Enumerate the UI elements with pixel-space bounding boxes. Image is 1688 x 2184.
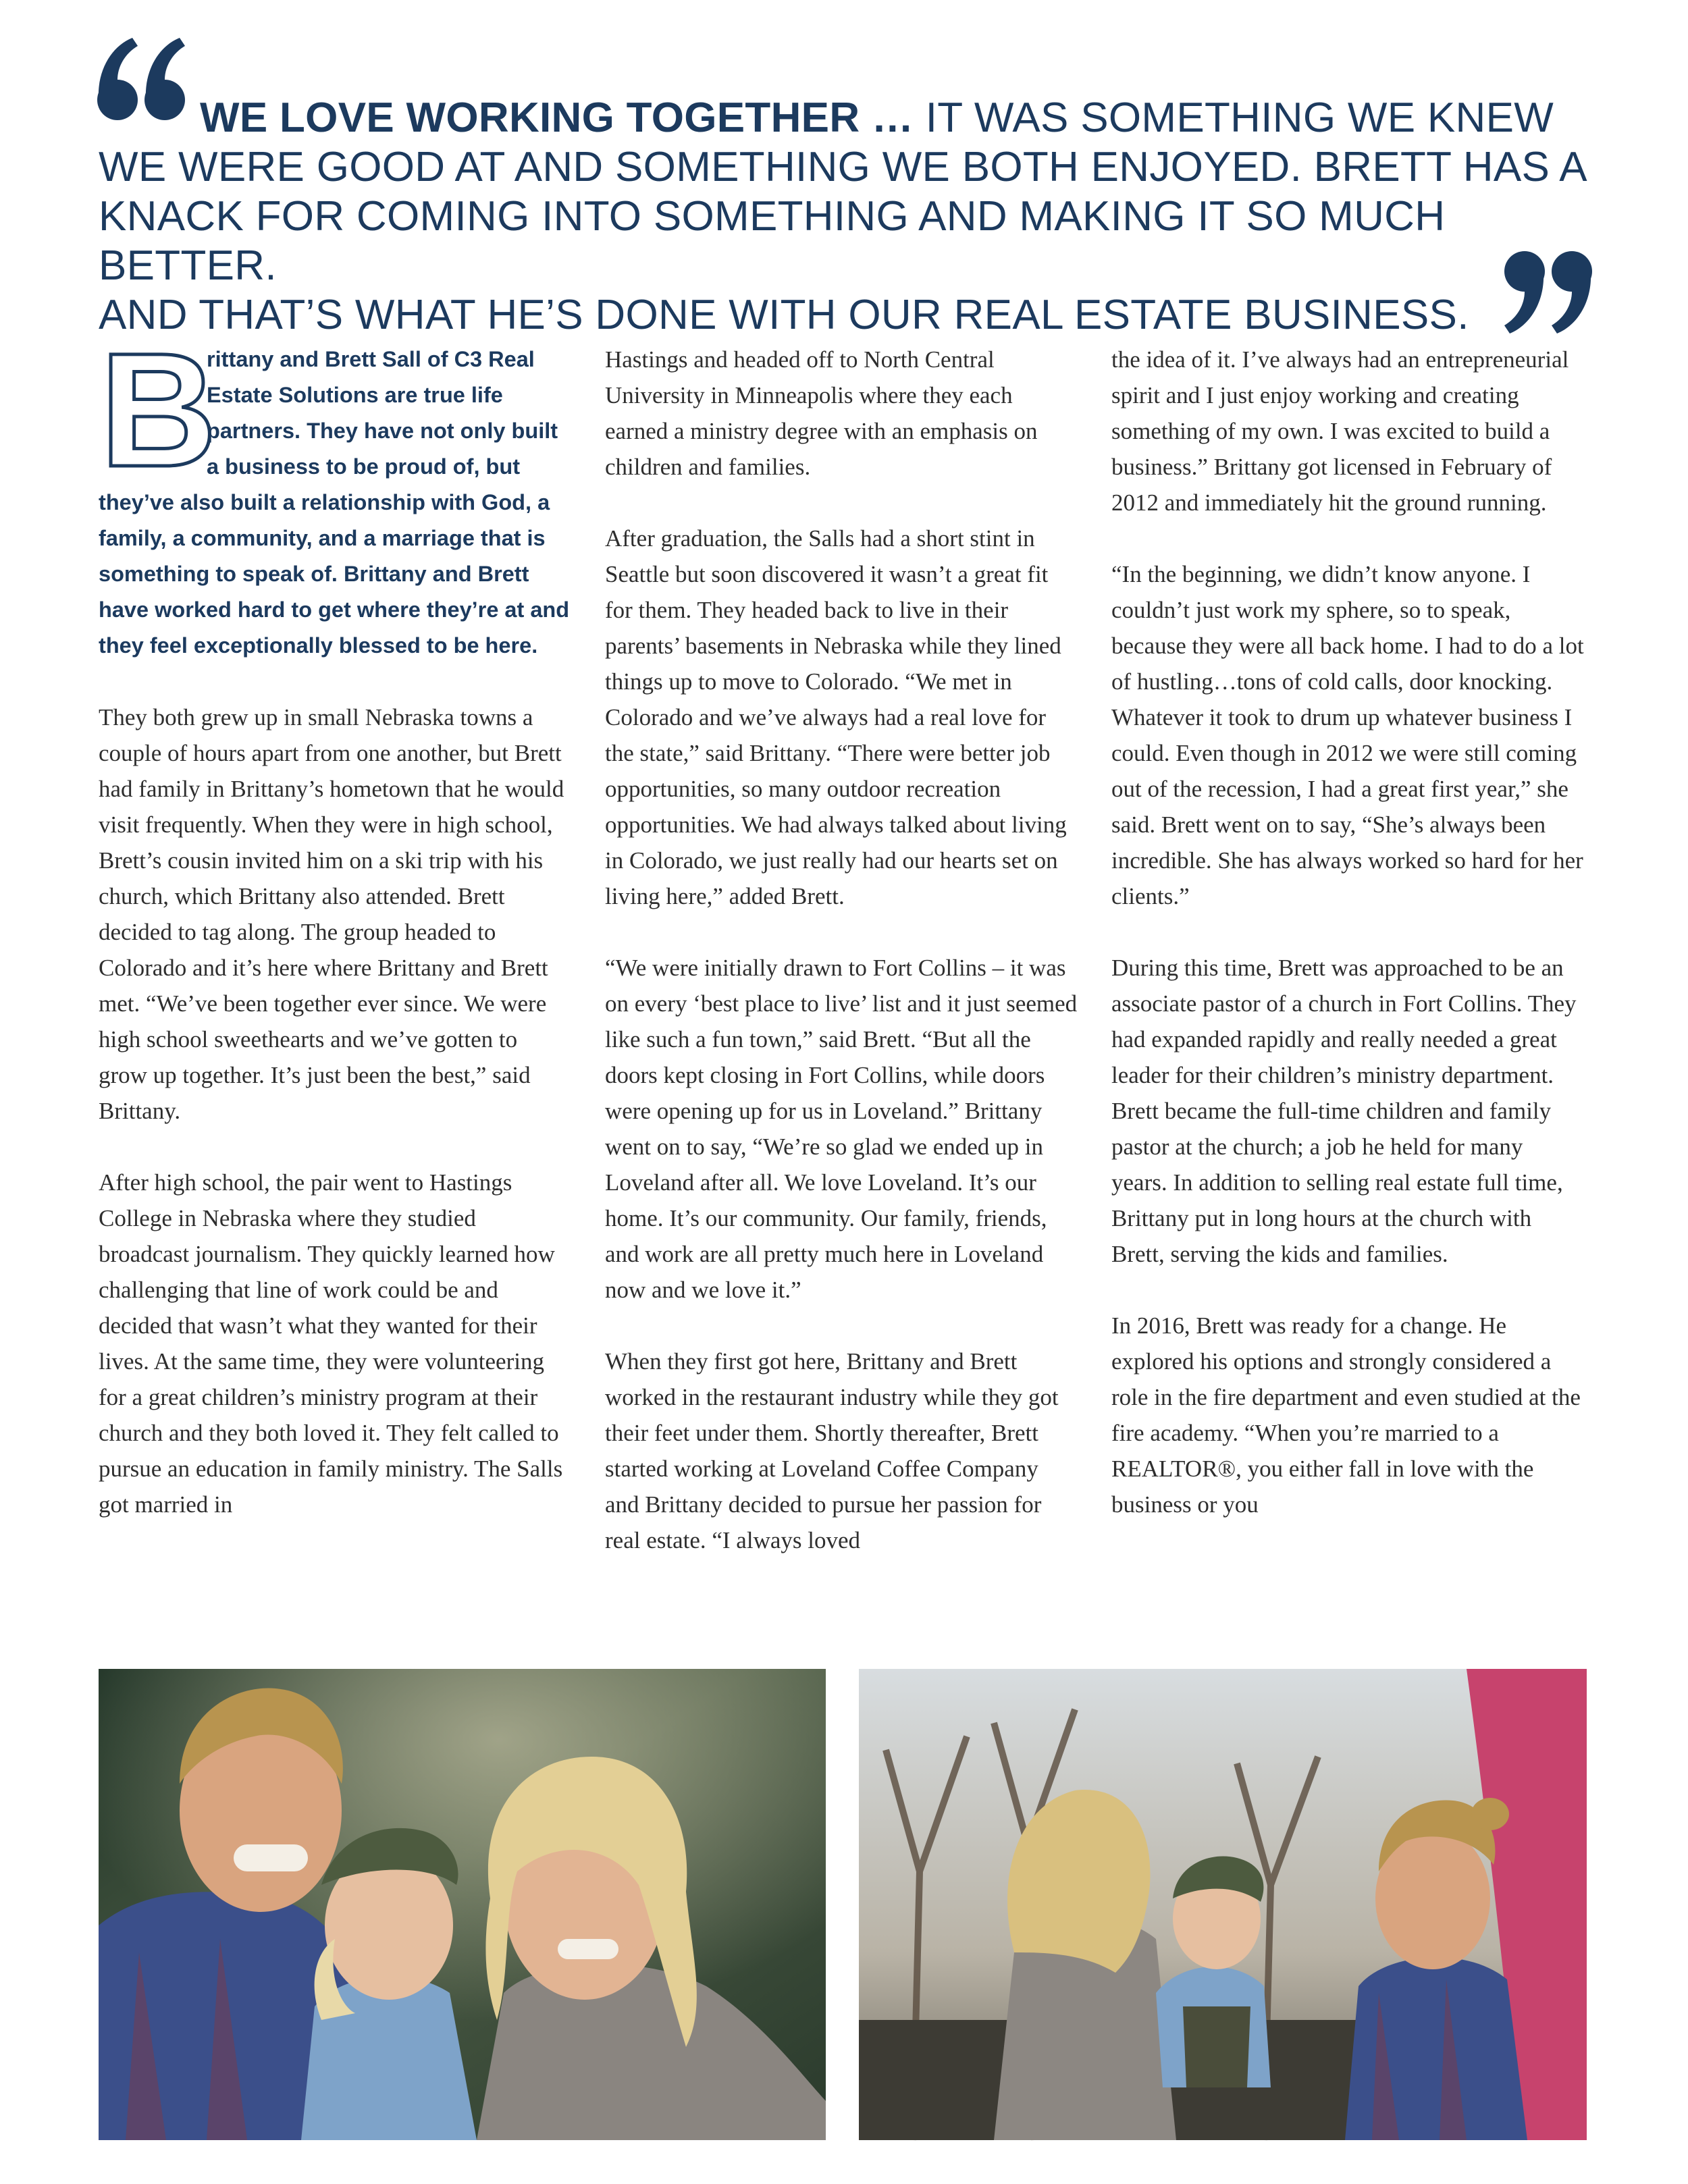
- pull-quote-line-3: KNACK FOR COMING INTO SOMETHING AND MAKING IT SO MUCH BETTER.: [99, 193, 1446, 289]
- column2-paragraph: “We were initially drawn to Fort Collins – it was on every ‘best place to live’ list and it just seemed like such a fun town,” said Brett. “But all the doors kept closing in Fort Collins, while doors were opening up for us in Loveland.” Brittany went on to say, “We’re so glad we ended up in Loveland after all. We love Loveland. It’s our home. It’s our community. Our family, friends, and work are all pretty much here in Loveland now and we love it.”: [605, 955, 1078, 1303]
- dropcap-letter: [99, 319, 217, 500]
- column1-paragraph: After high school, the pair went to Hastings College in Nebraska where they studied broadcast journalism. They quickly learned how challenging that line of work could be and decided that wasn’t what they wanted for their lives. At the same time, they were volunteering for a great children’s ministry program at their church and they both loved it. They felt called to pursue an education in family ministry. The Salls got married in: [99, 1169, 563, 1518]
- column2-paragraph: Hastings and headed off to North Central University in Minneapolis where they each earned a ministry degree with an emphasis on children and families.: [605, 346, 1038, 480]
- article-column-2: [605, 342, 1078, 1558]
- family-portrait-photo: [99, 1669, 826, 2140]
- column3-paragraph: During this time, Brett was approached to be an associate pastor of a church in Fort Collins. They had expanded rapidly and really needed a great leader for their children’s ministry department. Brett became the full-time children and family pastor at the church; a job he held for many years. In addition to selling real estate full time, Brittany put in long hours at the church with Brett, serving the kids and families.: [1111, 955, 1577, 1267]
- intro-paragraph: rittany and Brett Sall of C3 Real Estate Solutions are true life partners. They have not only built a business to be proud of, but they’ve also built a relationship with God, a family, a community, and a marriage that is something to speak of. Brittany and Brett have worked hard to get where they’re at and they feel exceptionally blessed to be here.: [99, 347, 570, 658]
- article-column-3: [1111, 342, 1584, 1522]
- family-park-photo: [859, 1669, 1587, 2140]
- column3-paragraph: In 2016, Brett was ready for a change. He explored his options and strongly considered a role in the fire department and even studied at the fire academy. “When you’re married to a REALTOR®, you either fall in love with the business or you: [1111, 1312, 1581, 1518]
- article-column-1: [99, 319, 571, 1522]
- family-park-image: [859, 1669, 1587, 2140]
- svg-text:B: B: [100, 319, 217, 500]
- pull-quote-line-4: AND THAT’S WHAT HE’S DONE WITH OUR REAL ESTATE BUSINESS.: [99, 292, 1469, 338]
- pull-quote-lead: WE LOVE WORKING TOGETHER …: [200, 95, 914, 141]
- column2-paragraph: After graduation, the Salls had a short stint in Seattle but soon discovered it wasn’t a great fit for them. They headed back to live in their parents’ basements in Nebraska while they lined things up to move to Colorado. “We met in Colorado and we’ve always had a real love for the state,” said Brittany. “There were better job opportunities, so many outdoor recreation opportunities. We had always talked about living in Colorado, we just really had our hearts set on living here,” added Brett.: [605, 525, 1067, 909]
- pull-quote-line-1: [99, 93, 1604, 142]
- column3-paragraph: the idea of it. I’ve always had an entrepreneurial spirit and I just enjoy working and creating something of my own. I was excited to build a business.” Brittany got licensed in February of 2012 and immediately hit the ground running.: [1111, 346, 1569, 516]
- column3-paragraph: “In the beginning, we didn’t know anyone. I couldn’t just work my sphere, so to speak, because they were all back home. I had to do a lot of hustling…tons of cold calls, door knocking. Whatever it took to drum up whatever business I could. Even though in 2012 we were still coming out of the recession, I had a great first year,” she said. Brett went on to say, “She’s always been incredible. She has always worked so hard for her clients.”: [1111, 561, 1584, 909]
- family-portrait-image: [99, 1669, 826, 2140]
- pull-quote-line-2: WE WERE GOOD AT AND SOMETHING WE BOTH ENJOYED. BRETT HAS A: [99, 144, 1587, 190]
- pull-quote-line-1-rest: IT WAS SOMETHING WE KNEW: [914, 95, 1554, 141]
- close-quote-icon: [1500, 238, 1595, 339]
- pull-quote: [99, 93, 1604, 340]
- column1-paragraph: They both grew up in small Nebraska towns a couple of hours apart from one another, but Brett had family in Brittany’s hometown that he would visit frequently. When they were in high school, Brett’s cousin invited him on a ski trip with his church, which Brittany also attended. Brett decided to tag along. The group headed to Colorado and it’s here where Brittany and Brett met. “We’ve been together ever since. We were high school sweethearts and we’ve gotten to grow up together. It’s just been the best,” said Brittany.: [99, 704, 564, 1124]
- column2-paragraph: When they first got here, Brittany and Brett worked in the restaurant industry while they got their feet under them. Shortly thereafter, Brett started working at Loveland Coffee Company and Brittany decided to pursue her passion for real estate. “I always loved: [605, 1348, 1059, 1553]
